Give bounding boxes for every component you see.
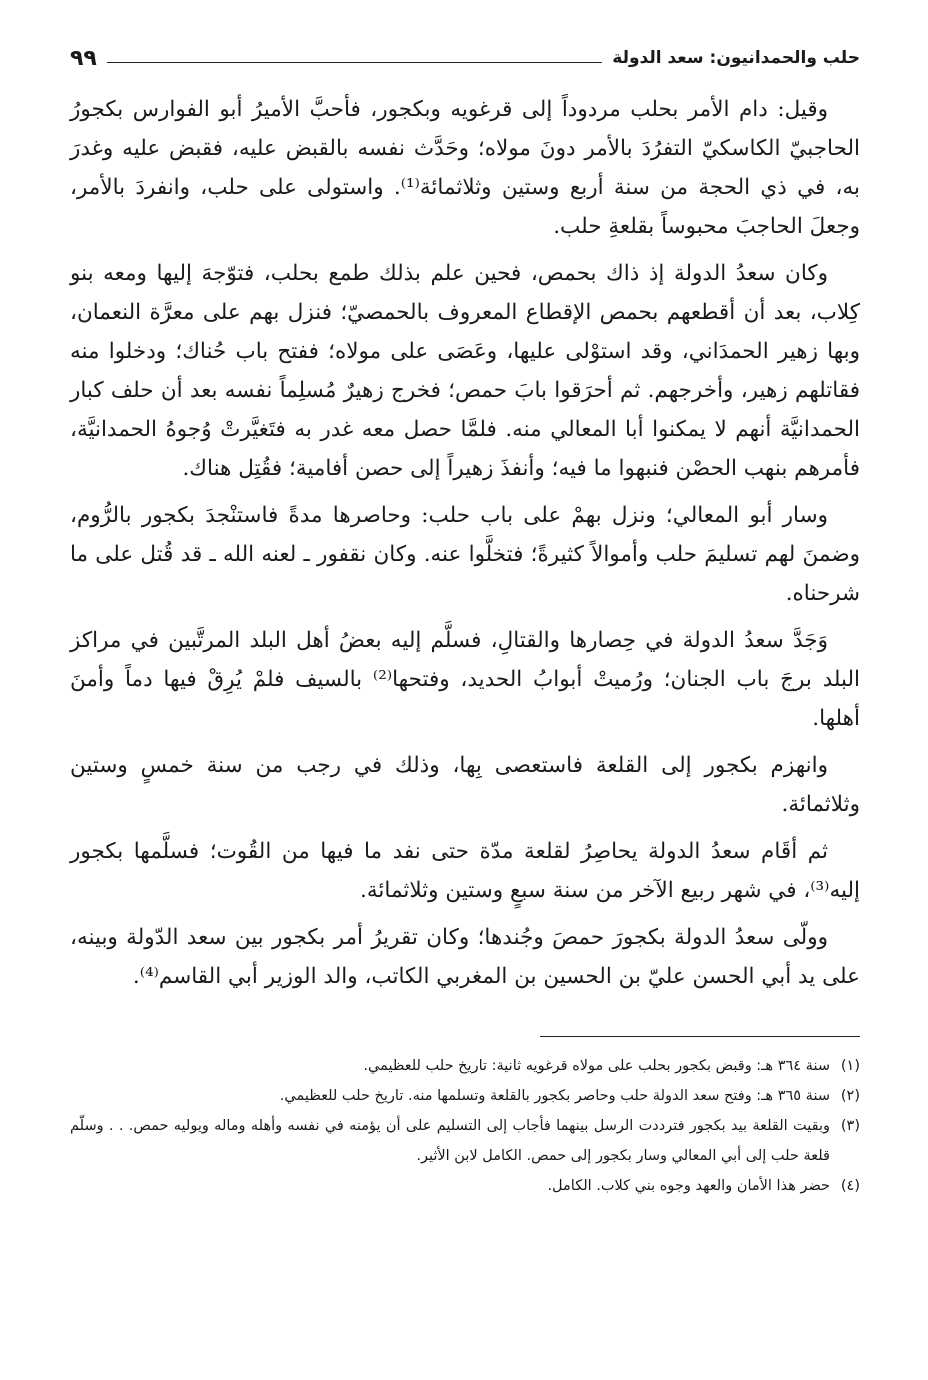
running-title: حلب والحمدانيون: سعد الدولة xyxy=(612,48,860,68)
paragraph: وقيل: دام الأمر بحلب مردوداً إلى قرغويه وبكجور، فأحبَّ الأميرُ أبو الفوارس بكجورُ الحاجبيّ الكاسكيّ التفرُدَ بالأمر دونَ مولاه؛ وحَدَّث نفسه بالقبض عليه، فقبض عليه وغدرَ به، في ذي الحجة من سنة أربع وستين وثلاثمائة⁽¹⁾. واستولى على حلب، وانفردَ بالأمر، وجعلَ الحاجبَ محبوساً بقلعةِ حلب. xyxy=(70,97,860,239)
footnote-text: حضر هذا الأمان والعهد وجوه بني كلاب. الكامل. xyxy=(547,1178,830,1194)
paragraph: وانهزم بكجور إلى القلعة فاستعصى بِها، وذلك في رجب من سنة خمسٍ وستين وثلاثمائة. xyxy=(70,753,860,817)
footnote xyxy=(70,1111,860,1171)
footnote xyxy=(70,1051,860,1081)
paragraph: وسار أبو المعالي؛ ونزل بهمْ على باب حلب: وحاصرها مدةً فاستنْجدَ بكجور بالرُّوم، وضمنَ لهم تسليمَ حلب وأموالاً كثيرةً؛ فتخلَّوا عنه. وكان نقفور ـ لعنه الله ـ قد قُتل على ما شرحناه. xyxy=(70,503,860,606)
footnote-number: (١) xyxy=(840,1058,860,1074)
main-text xyxy=(70,90,860,996)
footnote-number: (٢) xyxy=(840,1088,860,1104)
footnote-number: (٣) xyxy=(840,1118,860,1134)
footnote-divider xyxy=(540,1036,860,1037)
footnote xyxy=(70,1171,860,1201)
footnotes xyxy=(70,1051,860,1201)
paragraph: وَجَدَّ سعدُ الدولة في حِصارها والقتالِ، فسلَّم إليه بعضُ أهل البلد المرتَّبين في مراكز البلد برجَ باب الجنان؛ ورُميتْ أبوابُ الحديد، وفتحها⁽²⁾ بالسيف فلمْ يُرِقْ فيها دماً وأمنَ أهلها. xyxy=(70,628,860,731)
footnote-text: سنة ٣٦٤ هـ: وقبض بكجور بحلب على مولاه قرغويه ثانية: تاريخ حلب للعظيمي. xyxy=(363,1058,830,1074)
paragraph: ثم أقَام سعدُ الدولة يحاصِرُ لقلعة مدّة حتى نفد ما فيها من القُوت؛ فسلَّمها بكجور إليه⁽³⁾، في شهر ربيع الآخر من سنة سبعٍ وستين وثلاثمائة. xyxy=(70,839,860,903)
header-rule xyxy=(107,62,602,63)
page-header xyxy=(70,40,860,76)
footnote-text: سنة ٣٦٥ هـ: وفتح سعد الدولة حلب وحاصر بكجور بالقلعة وتسلمها منه. تاريخ حلب للعظيمي. xyxy=(279,1088,830,1104)
book-page xyxy=(70,40,860,1201)
paragraph: وكان سعدُ الدولة إذ ذاك بحمص، فحين علم بذلك طمع بحلب، فتوّجهَ إليها ومعه بنو كِلاب، بعد أن أقطعهم بحمص الإقطاع المعروف بالحمصيّ؛ فنزل بهم على معرَّة النعمان، وبها زهير الحمدَاني، وقد استوْلى عليها، وعَصَى على مولاه؛ ففتح باب حُناك؛ ودخلوا منه فقاتلهم زهير، وأخرجهم. ثم أحرَقوا بابَ حمص؛ فخرج زهيرٌ مُسلِماً نفسه بعد أن حلف كبار الحمدانيَّة أنهم لا يمكنوا أبا المعالي منه. فلمَّا حصل معه غدر به فتَغيَّرتْ وُجوهُ الحمدانيَّة، فأمرهم بنهب الحصْن فنبهوا ما فيه؛ وأنفذَ زهيراً إلى حصن أفامية؛ فقُتِل هناك. xyxy=(70,261,860,481)
footnote-number: (٤) xyxy=(840,1178,860,1194)
page-number: ٩٩ xyxy=(70,45,97,71)
footnote xyxy=(70,1081,860,1111)
paragraph: وولّى سعدُ الدولة بكجورَ حمصَ وجُندها؛ وكان تقريرُ أمر بكجور بين سعد الدّولة وبينه، على يد أبي الحسن عليّ بن الحسين بن المغربي الكاتب، والد الوزير أبي القاسم⁽⁴⁾. xyxy=(70,925,860,989)
footnote-text: وبقيت القلعة بيد بكجور فترددت الرسل بينهما فأجاب إلى التسليم على أن يؤمنه في نفسه وأهله وماله ويوليه حمص. . . وسلّم قلعة حلب إلى أبي المعالي وسار بكجور إلى حمص. الكامل لابن الأثير. xyxy=(70,1118,830,1164)
